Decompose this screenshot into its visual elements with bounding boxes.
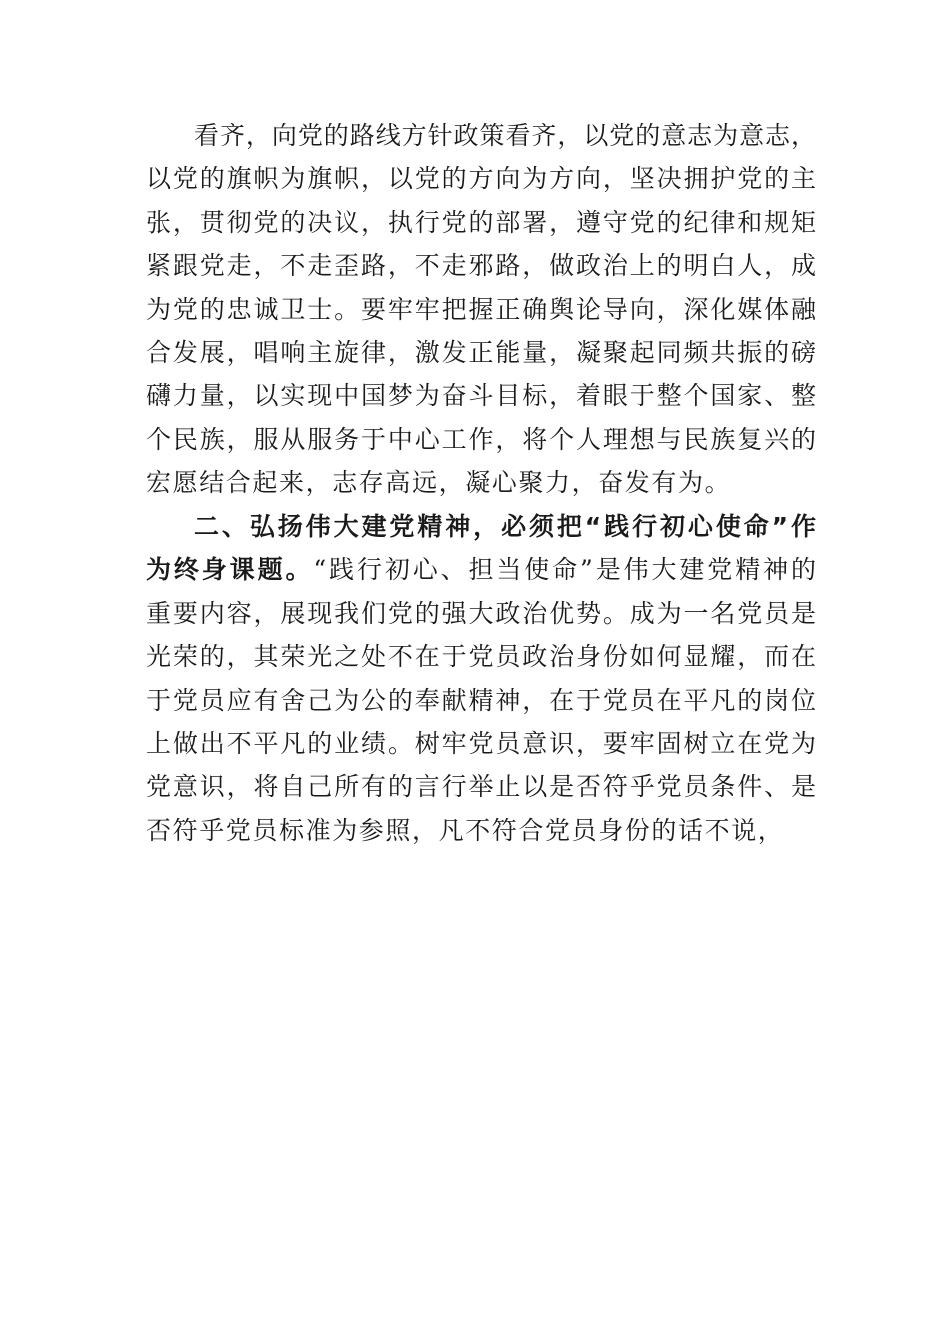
paragraph-line <box>146 548 816 591</box>
paragraph-line: 个民族，服从服务于中心工作，将个人理想与民族复兴的 <box>146 424 816 454</box>
paragraph-2 <box>146 505 816 852</box>
section-heading: 二、弘扬伟大建党精神，必须把“践行初心使命”作 <box>194 512 816 541</box>
paragraph-line: 光荣的，其荣光之处不在于党员政治身份如何显耀，而在 <box>146 642 816 672</box>
section-heading-end: 为终身课题。 <box>146 555 314 585</box>
paragraph-line: 上做出不平凡的业绩。树牢党员意识，要牢固树立在党为 <box>146 728 816 758</box>
paragraph-text: “践行初心、担当使命”是伟大建党精神的 <box>313 555 816 585</box>
paragraph-line: 党意识，将自己所有的言行举止以是否符乎党员条件、是 <box>146 772 816 802</box>
paragraph-line: 于党员应有舍己为公的奉献精神，在于党员在平凡的岗位 <box>146 685 816 715</box>
paragraph-line: 礴力量，以实现中国梦为奋斗目标，着眼于整个国家、整 <box>146 381 816 411</box>
paragraph-1 <box>146 114 816 505</box>
paragraph-line: 看齐，向党的路线方针政策看齐，以党的意志为意志， <box>194 121 816 150</box>
paragraph-line: 重要内容，展现我们党的强大政治优势。成为一名党员是 <box>146 598 816 628</box>
paragraph-line: 张，贯彻党的决议，执行党的部署，遵守党的纪律和规矩 <box>146 207 816 237</box>
paragraph-line: 以党的旗帜为旗帜，以党的方向为方向，坚决拥护党的主 <box>146 164 816 194</box>
paragraph-line: 合发展，唱响主旋律，激发正能量，凝聚起同频共振的磅 <box>146 337 816 367</box>
paragraph-line: 宏愿结合起来，志存高远，凝心聚力，奋发有为。 <box>146 468 732 498</box>
paragraph-line: 紧跟党走，不走歪路，不走邪路，做政治上的明白人，成 <box>146 251 816 281</box>
paragraph-line: 为党的忠诚卫士。要牢牢把握正确舆论导向，深化媒体融 <box>146 294 816 324</box>
paragraph-line: 否符乎党员标准为参照，凡不符合党员身份的话不说， <box>146 815 785 845</box>
